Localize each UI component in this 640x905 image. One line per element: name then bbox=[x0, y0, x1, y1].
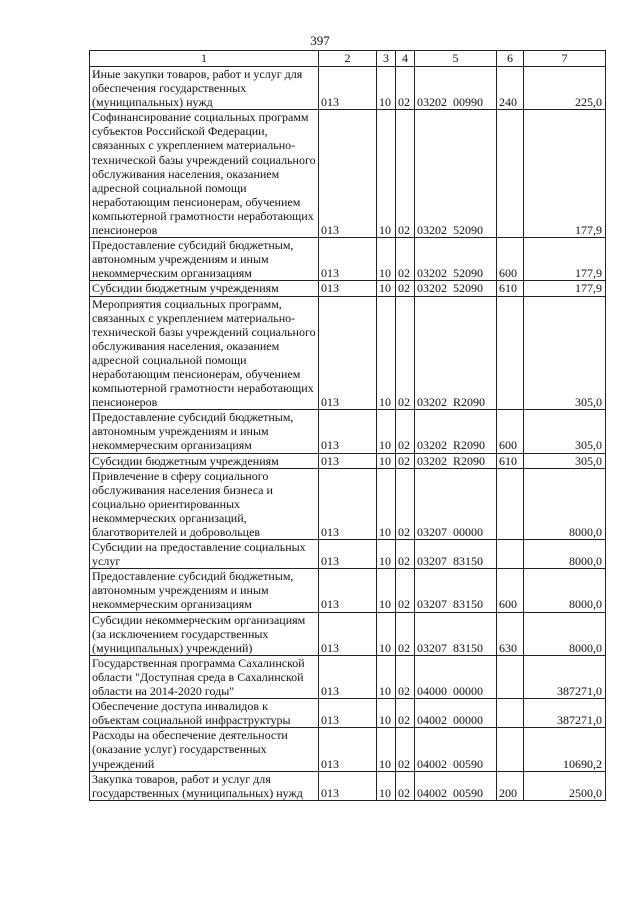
row-pr: 02 bbox=[396, 655, 415, 698]
header-col-7: 7 bbox=[524, 51, 606, 67]
row-pr: 02 bbox=[396, 569, 415, 612]
row-name: Обеспечение доступа инвалидов к объектам социальной инфраструктуры bbox=[90, 699, 319, 728]
row-rz: 10 bbox=[377, 296, 396, 410]
row-rz: 10 bbox=[377, 540, 396, 569]
header-col-4: 4 bbox=[396, 51, 415, 67]
table-row bbox=[90, 238, 606, 281]
row-vr: 600 bbox=[497, 569, 524, 612]
table-row bbox=[90, 612, 606, 655]
row-amount: 177,9 bbox=[524, 110, 606, 238]
row-rz: 10 bbox=[377, 569, 396, 612]
row-name: Предоставление субсидий бюджетным, автономным учреждениям и иным некоммерческим организациям bbox=[90, 238, 319, 281]
row-gr: 013 bbox=[319, 453, 377, 468]
row-pr: 02 bbox=[396, 468, 415, 539]
row-pr: 02 bbox=[396, 281, 415, 296]
row-name: Привлечение в сферу социального обслуживания населения бизнеса и социально ориентированных некоммерческих организаций, благотворителей и добровольцев bbox=[90, 468, 319, 539]
row-pr: 02 bbox=[396, 728, 415, 771]
row-rz: 10 bbox=[377, 699, 396, 728]
row-rz: 10 bbox=[377, 110, 396, 238]
row-csr: 04002 00000 bbox=[415, 699, 497, 728]
row-csr: 04002 00590 bbox=[415, 771, 497, 800]
row-vr bbox=[497, 728, 524, 771]
row-name: Государственная программа Сахалинской области "Доступная среда в Сахалинской области на 2014-2020 годы" bbox=[90, 655, 319, 698]
row-name: Субсидии бюджетным учреждениям bbox=[90, 453, 319, 468]
header-col-2: 2 bbox=[319, 51, 377, 67]
row-amount: 177,9 bbox=[524, 281, 606, 296]
header-col-6: 6 bbox=[497, 51, 524, 67]
header-col-1: 1 bbox=[90, 51, 319, 67]
table-row bbox=[90, 296, 606, 410]
row-csr: 03202 52090 bbox=[415, 110, 497, 238]
table-row bbox=[90, 410, 606, 453]
table-row bbox=[90, 540, 606, 569]
table-row bbox=[90, 281, 606, 296]
table-body bbox=[90, 67, 606, 801]
row-rz: 10 bbox=[377, 728, 396, 771]
row-gr: 013 bbox=[319, 612, 377, 655]
row-name: Предоставление субсидий бюджетным, автономным учреждениям и иным некоммерческим организациям bbox=[90, 410, 319, 453]
row-name: Предоставление субсидий бюджетным, автономным учреждениям и иным некоммерческим организациям bbox=[90, 569, 319, 612]
row-vr: 240 bbox=[497, 67, 524, 110]
row-gr: 013 bbox=[319, 569, 377, 612]
row-csr: 03202 R2090 bbox=[415, 410, 497, 453]
row-csr: 04000 00000 bbox=[415, 655, 497, 698]
row-amount: 387271,0 bbox=[524, 655, 606, 698]
table-row bbox=[90, 110, 606, 238]
row-gr: 013 bbox=[319, 67, 377, 110]
row-rz: 10 bbox=[377, 238, 396, 281]
table-header bbox=[90, 51, 606, 67]
row-vr: 600 bbox=[497, 410, 524, 453]
table-row bbox=[90, 453, 606, 468]
row-csr: 04002 00590 bbox=[415, 728, 497, 771]
row-vr: 610 bbox=[497, 281, 524, 296]
row-name: Мероприятия социальных программ, связанных с укреплением материально-технической базы учреждений социального обслуживания населения, оказанием адресной социальной помощи неработающим пенсионерам, обучением компьютерной грамотности неработающих пенсионеров bbox=[90, 296, 319, 410]
row-amount: 8000,0 bbox=[524, 612, 606, 655]
row-vr bbox=[497, 699, 524, 728]
row-name: Иные закупки товаров, работ и услуг для обеспечения государственных (муниципальных) нужд bbox=[90, 67, 319, 110]
row-csr: 03207 83150 bbox=[415, 540, 497, 569]
row-name: Субсидии на предоставление социальных услуг bbox=[90, 540, 319, 569]
row-gr: 013 bbox=[319, 540, 377, 569]
row-rz: 10 bbox=[377, 771, 396, 800]
row-vr bbox=[497, 655, 524, 698]
row-vr bbox=[497, 110, 524, 238]
row-pr: 02 bbox=[396, 540, 415, 569]
row-name: Субсидии некоммерческим организациям (за исключением государственных (муниципальных) учреждений) bbox=[90, 612, 319, 655]
table-row bbox=[90, 655, 606, 698]
row-name: Расходы на обеспечение деятельности (оказание услуг) государственных учреждений bbox=[90, 728, 319, 771]
row-amount: 225,0 bbox=[524, 67, 606, 110]
row-pr: 02 bbox=[396, 453, 415, 468]
header-col-3: 3 bbox=[377, 51, 396, 67]
row-pr: 02 bbox=[396, 612, 415, 655]
row-csr: 03202 R2090 bbox=[415, 453, 497, 468]
table-row bbox=[90, 699, 606, 728]
row-amount: 8000,0 bbox=[524, 468, 606, 539]
row-vr bbox=[497, 296, 524, 410]
row-pr: 02 bbox=[396, 67, 415, 110]
row-amount: 177,9 bbox=[524, 238, 606, 281]
table-row bbox=[90, 569, 606, 612]
row-vr bbox=[497, 540, 524, 569]
row-gr: 013 bbox=[319, 296, 377, 410]
row-name: Субсидии бюджетным учреждениям bbox=[90, 281, 319, 296]
row-rz: 10 bbox=[377, 410, 396, 453]
row-rz: 10 bbox=[377, 468, 396, 539]
row-pr: 02 bbox=[396, 699, 415, 728]
table-row bbox=[90, 468, 606, 539]
row-amount: 2500,0 bbox=[524, 771, 606, 800]
row-csr: 03202 R2090 bbox=[415, 296, 497, 410]
row-csr: 03207 83150 bbox=[415, 612, 497, 655]
row-gr: 013 bbox=[319, 699, 377, 728]
row-amount: 8000,0 bbox=[524, 540, 606, 569]
row-rz: 10 bbox=[377, 655, 396, 698]
row-gr: 013 bbox=[319, 771, 377, 800]
row-pr: 02 bbox=[396, 238, 415, 281]
row-csr: 03202 00990 bbox=[415, 67, 497, 110]
row-vr: 200 bbox=[497, 771, 524, 800]
row-csr: 03202 52090 bbox=[415, 281, 497, 296]
row-gr: 013 bbox=[319, 728, 377, 771]
table-row bbox=[90, 67, 606, 110]
row-gr: 013 bbox=[319, 281, 377, 296]
row-amount: 305,0 bbox=[524, 410, 606, 453]
row-pr: 02 bbox=[396, 110, 415, 238]
row-gr: 013 bbox=[319, 110, 377, 238]
row-vr: 630 bbox=[497, 612, 524, 655]
row-gr: 013 bbox=[319, 410, 377, 453]
row-pr: 02 bbox=[396, 296, 415, 410]
row-gr: 013 bbox=[319, 655, 377, 698]
header-col-5: 5 bbox=[415, 51, 497, 67]
row-amount: 305,0 bbox=[524, 453, 606, 468]
row-pr: 02 bbox=[396, 410, 415, 453]
row-rz: 10 bbox=[377, 281, 396, 296]
page-number: 397 bbox=[310, 33, 330, 48]
row-amount: 305,0 bbox=[524, 296, 606, 410]
table-row bbox=[90, 728, 606, 771]
row-gr: 013 bbox=[319, 238, 377, 281]
row-vr: 610 bbox=[497, 453, 524, 468]
row-vr: 600 bbox=[497, 238, 524, 281]
row-vr bbox=[497, 468, 524, 539]
row-name: Софинансирование социальных программ субъектов Российской Федерации, связанных с укреплением материально-технической базы учреждений социального обслуживания населения, оказанием адресной социальной помощи неработающим пенсионерам, обучением компьютерной грамотности неработающих пенсионеров bbox=[90, 110, 319, 238]
row-amount: 387271,0 bbox=[524, 699, 606, 728]
row-amount: 10690,2 bbox=[524, 728, 606, 771]
row-pr: 02 bbox=[396, 771, 415, 800]
row-gr: 013 bbox=[319, 468, 377, 539]
row-rz: 10 bbox=[377, 453, 396, 468]
row-rz: 10 bbox=[377, 612, 396, 655]
budget-table bbox=[89, 50, 606, 801]
row-csr: 03202 52090 bbox=[415, 238, 497, 281]
row-csr: 03207 83150 bbox=[415, 569, 497, 612]
row-csr: 03207 00000 bbox=[415, 468, 497, 539]
row-rz: 10 bbox=[377, 67, 396, 110]
row-name: Закупка товаров, работ и услуг для государственных (муниципальных) нужд bbox=[90, 771, 319, 800]
row-amount: 8000,0 bbox=[524, 569, 606, 612]
table-row bbox=[90, 771, 606, 800]
header-row bbox=[90, 51, 606, 67]
